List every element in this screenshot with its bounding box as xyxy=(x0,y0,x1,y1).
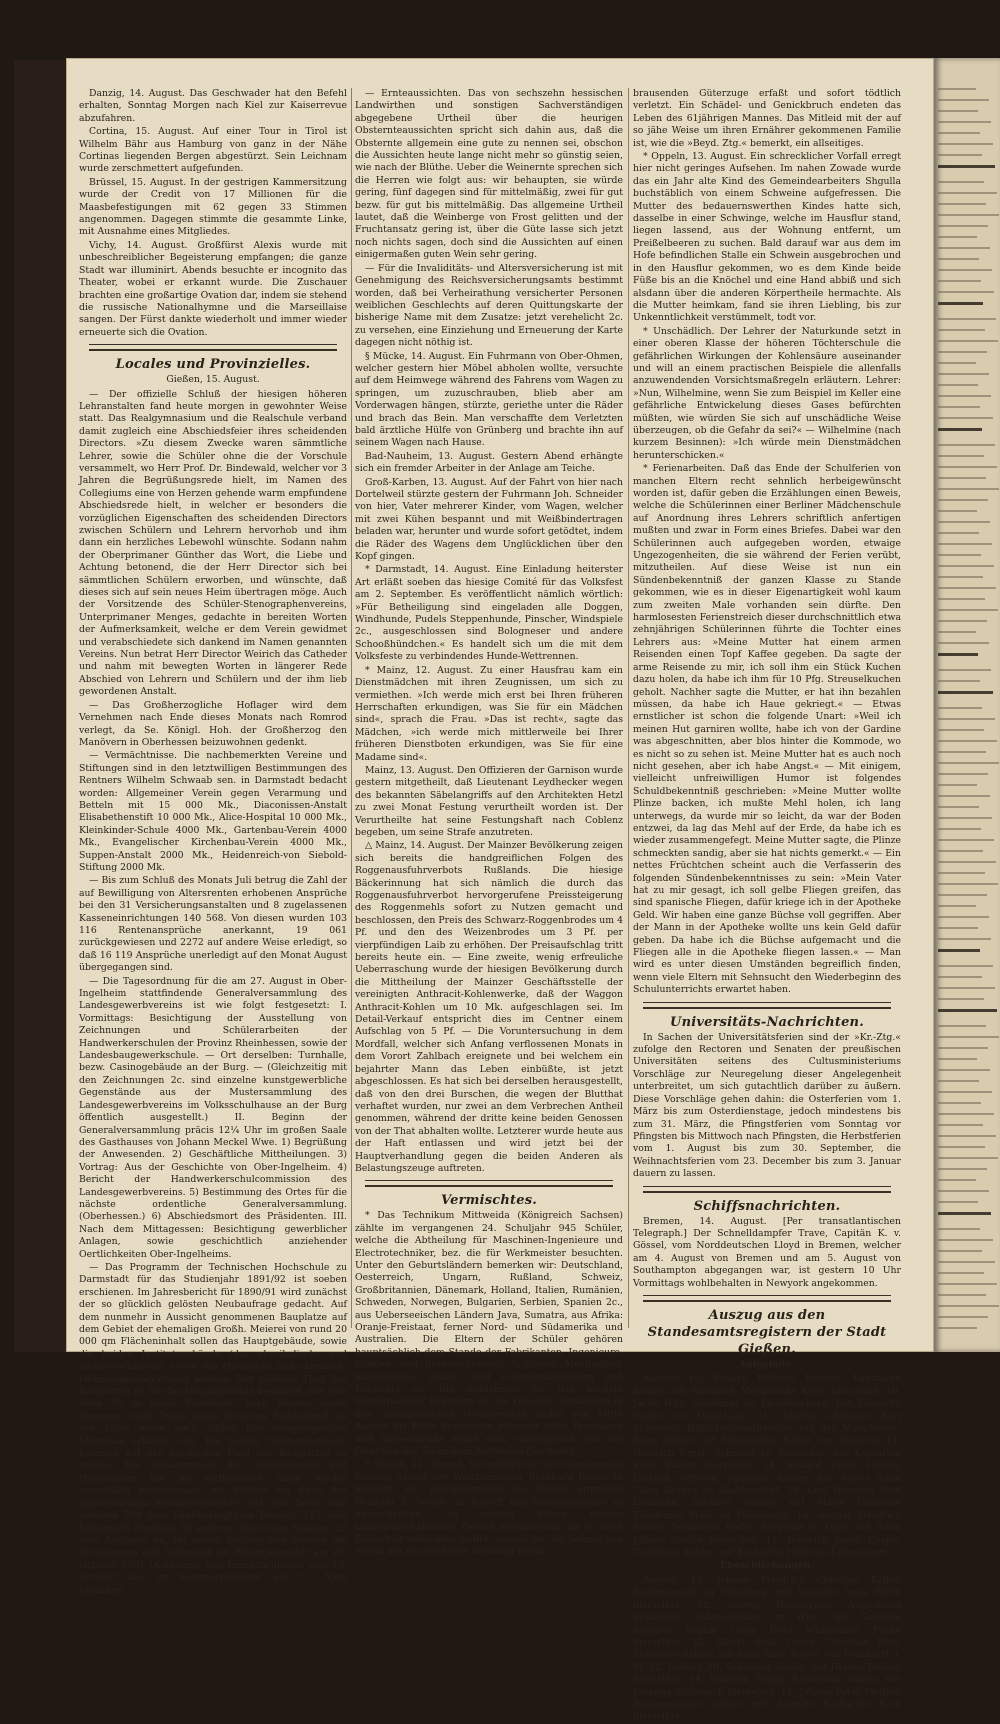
section-heading-schiffsnachrichten: Schiffsnachrichten. xyxy=(693,1198,841,1214)
section-rule xyxy=(643,1002,891,1009)
adjacent-page-text-line xyxy=(938,740,997,742)
adjacent-page-text-line xyxy=(938,247,990,249)
adjacent-page-text-line xyxy=(938,554,981,556)
adjacent-page-text-line xyxy=(938,181,984,183)
adjacent-page-text-line xyxy=(938,203,986,205)
adjacent-page-text-line xyxy=(938,976,982,978)
adjacent-page-text-line xyxy=(938,916,989,918)
adjacent-page-text-line xyxy=(938,609,998,611)
adjacent-page-text-line xyxy=(938,729,984,731)
adjacent-page-text-line xyxy=(938,883,998,885)
adjacent-page-text-line xyxy=(938,1058,977,1060)
adjacent-page-text-line xyxy=(938,1327,977,1329)
adjacent-page-text-line xyxy=(938,1283,997,1285)
adjacent-page-text-line xyxy=(938,510,977,512)
adjacent-page-text-line xyxy=(938,806,979,808)
adjacent-page-text-line xyxy=(938,143,993,145)
adjacent-page-text-line xyxy=(938,362,976,364)
adjacent-page-text-line xyxy=(938,417,993,419)
adjacent-page-text-line xyxy=(938,1091,992,1093)
adjacent-page-text-line xyxy=(938,121,991,123)
adjacent-page-text-line xyxy=(938,521,990,523)
adjacent-page-text-line xyxy=(938,620,987,622)
adjacent-page-text-line xyxy=(938,532,979,534)
adjacent-page-text-line xyxy=(938,1135,996,1137)
adjacent-page-text-line xyxy=(938,905,976,907)
adjacent-page-text-line xyxy=(938,340,998,342)
adjacent-page-text-line xyxy=(938,236,977,238)
adjacent-page-text-line xyxy=(938,444,995,446)
adjacent-page-text-line xyxy=(938,132,980,134)
news-item-muecke: § Mücke, 14. August. Ein Fuhrmann von Ober-Ohmen, welcher gestern hier Möbel abholen wollte, versuchte auf dem Heimwege während des Fahrens vom Wagen zu springen, um zuzuschrauben, blieb aber am Vorderwagen hängen, stürzte, geriethe unter die Räder und brach das Bein. Man verschaffte dem Verletzten bald ärztliche Hülfe von Grünberg und brachte ihn auf seinem Wagen nach Hause. xyxy=(355,350,623,449)
section-dateline: Gießen, 15. August. xyxy=(166,374,260,386)
adjacent-page-text-line xyxy=(938,817,992,819)
article-unschaedlich: * Unschädlich. Der Lehrer der Naturkunde setzt in einer oberen Klasse der höheren Töchterschule die gefährlichen Wirkungen der Kohlensäure auseinander und will an einem practischen Beispiele die allenfalls anzuwendenden Vorsichtsmaßregeln erläutern. Lehrer: »Nun, Wilhelmine, wenn Sie zum Beispiel im Keller eine gefährliche Entwickelung dieses Gases befürchten müßten, wie würden Sie sich auf unschädliche Weise überzeugen, ob die Gefahr da sei?« — Wilhelmine (nach kurzem Besinnen): »Ich würde mein Dienstmädchen herunterschicken.« xyxy=(633,325,901,461)
adjacent-page-text-line xyxy=(938,927,978,929)
adjacent-page-text-line xyxy=(938,110,978,112)
adjacent-page-text-line xyxy=(938,565,994,567)
adjacent-page-text-line xyxy=(938,872,985,874)
adjacent-page-text-line xyxy=(938,384,978,386)
adjacent-page-text-line xyxy=(938,861,996,863)
column-right xyxy=(633,88,901,1723)
adjacent-page-text-line xyxy=(938,1272,984,1274)
adjacent-page-text-line xyxy=(938,642,989,644)
adjacent-page-text-line xyxy=(938,718,995,720)
adjacent-page-text-line xyxy=(938,784,977,786)
adjacent-page-text-line xyxy=(938,576,983,578)
adjacent-page-text-line xyxy=(938,258,979,260)
adjacent-page-text-line xyxy=(938,691,993,694)
adjacent-page-text-line xyxy=(938,280,981,282)
adjacent-page-text-line xyxy=(938,828,981,830)
adjacent-page-text-line xyxy=(938,949,980,952)
adjacent-page-text-line xyxy=(938,1069,990,1071)
section-heading-vermischtes: Vermischtes. xyxy=(441,1193,537,1209)
adjacent-page-text-line xyxy=(938,1228,980,1230)
adjacent-page-text-line xyxy=(938,998,984,1000)
adjacent-page-text-line xyxy=(938,839,994,841)
adjacent-page-text-line xyxy=(938,1009,997,1012)
adjacent-page-strip xyxy=(934,58,1000,1352)
article-ernteaussichten: — Ernteaussichten. Das von sechszehn hessischen Landwirthen und sonstigen Sachverständigen abgegebene Urtheil über die heurigen Obsternteaussichten spricht sich dahin aus, daß die Obsternte allgemein eine gute zu nennen sei, obschon die Aussichten heute lange nicht mehr so günstig seien, wie nach der Blüthe. Ueber die Weinernte sprechen sich die Herren wie folgt aus: wir behaupten, sie würde gering, fünf dagegen sind für mittelmäßig, zwei für gut bezw. für gut bis mittelmäßig. Das allgemeine Urtheil lautet, daß die Weinberge von Frost gelitten und der Fruchtansatz gering ist, über die Güte lasse sich jetzt noch nichts sagen, doch sind die Aussichten auf einen einigermaßen guten Wein sehr gering. xyxy=(355,88,623,261)
news-item-oppeln: * Oppeln, 13. August. Ein schrecklicher Vorfall erregt hier nicht geringes Aufsehen. Im nahen Zowade wurde das ein Jahr alte Kind des Gemeindearbeiters Shgulla buchstäblich von einem Schweine aufgefressen. Die Mutter des bedauernswerthen Kindes hatte sich, dasselbe in einer Schwinge, welche im Hausflur stand, liegen lassend, aus der Wohnung entfernt, um Preißelbeeren zu suchen. Bald darauf war aus dem im Hofe befindlichen Stalle ein Schwein ausgebrochen und in den Hausflur gekommen, wo es dem Kinde beide Füße bis an die Knöchel und eine Hand abbiß und sich alsdann über die anderen Körpertheile hermachte. Als die Mutter heimkam, fand sie ihren Liebling, bis zur Unkenntlichkeit verstümmelt, todt vor. xyxy=(633,151,901,324)
adjacent-page-text-line xyxy=(938,938,991,940)
news-item-mainz-14: △ Mainz, 14. August. Der Mainzer Bevölkerung zeigen sich bereits die handgreiflichen Folgen des Roggenausfuhrverbots Rußlands. Die hiesige Bäckerinnung hat sich nämlich die durch das Roggenausfuhrverbot hervorgerufene Preissteigerung des Roggenmehls sofort zu Nutzen gemacht und beschlossen, den Preis des Schwarz-Roggenbrodes um 4 Pf. und den des Weizenbrodes um 3 Pf. per vierpfündigen Laib zu erhöhen. Der Preisaufschlag tritt bereits heute ein. — Eine zweite, wenig erfreuliche Ueberraschung wurde der hiesigen Bevölkerung durch die Mittheilung der Mainzer Geschäftsstelle der vereinigten Anthracit-Kohlenwerke, daß der Waggon Anthracit-Kohlen um 10 Mk. aufgeschlagen sei. Im Detail-Verkauf entspricht dies im Centner einem Aufschlag von 5 Pf. — Die Voruntersuchung in dem Mordfall, welcher sich Anfang verflossenen Monats in dem Vorort Zahlbach ereignete und bei welchem ein bejahrter Mann das Leben einbüßte, ist jetzt abgeschlossen. Es hat sich bei derselben herausgestellt, daß von den drei Burschen, die wegen der Blutthat verhaftet wurden, nur zwei an dem Verbrechen Antheil genommen, während der dritte keine beiden Genossen von der That abhalten wollte. Letzterer wurde heute aus der Haft entlassen und wird jetzt bei der Hauptverhandlung gegen die beiden Anderen als Belastungszeuge auftreten. xyxy=(355,840,623,1174)
registry-subheading-eheschliessungen: Eheschließungen. xyxy=(720,1560,814,1572)
adjacent-page-text-line xyxy=(938,598,985,600)
adjacent-page-text-line xyxy=(938,1294,986,1296)
adjacent-page-text-line xyxy=(938,680,980,682)
section-heading-standesamt: Auszug aus den Standesamtsregistern der Stadt Gießen. xyxy=(647,1307,887,1357)
adjacent-page-text-line xyxy=(938,351,987,353)
adjacent-page-text-line xyxy=(938,1102,981,1104)
adjacent-page-text-line xyxy=(938,669,991,671)
adjacent-page-text-line xyxy=(938,1305,999,1307)
article-siegen: * Siegen, 12. August. Verunglückt ist am vergangenen Montag Abend der Weichensteller Bernhard Bläser in Beydorf, ein pflichtgetreuer, im Dienst ergrauter Beamter. Er wurde, im Begriff, das Schienengeleise zu überschreiten, im seinem Sohne einiges landwirthschaftliches Geräth abzunehmen, da er noch Feldarbeit verrichten wollte, angesichts des Sohnes von einem aus der Gießener Richtung heran- xyxy=(355,1459,623,1558)
adjacent-page-text-line xyxy=(938,291,994,293)
section-heading-locales: Locales und Provinzielles. xyxy=(115,357,311,373)
section-rule xyxy=(643,1295,891,1302)
adjacent-page-text-line xyxy=(938,1157,998,1159)
news-item-bruessel: Brüssel, 15. August. In der gestrigen Kammersitzung wurde der Credit von 17 Millionen für die Maasbefestigungen mit 62 gegen 33 Stimmen angenommen. Dagegen stimmte die gesammte Linke, mit Ausnahme eines Mitgliedes. xyxy=(79,176,347,238)
registry-subheading-aufgebote: Aufgebote. xyxy=(738,1358,796,1370)
adjacent-page-text-line xyxy=(938,707,982,709)
adjacent-page-text-line xyxy=(938,1179,976,1181)
adjacent-page-text-line xyxy=(938,165,995,168)
adjacent-page-text-line xyxy=(938,1316,988,1318)
adjacent-page-text-line xyxy=(938,488,999,490)
adjacent-page-text-line xyxy=(938,499,988,501)
adjacent-page-text-line xyxy=(938,587,996,589)
registry-eheschliessungen: August: 12. Johann Friedrich Christian Keller, Rechtsanwalt zu Friedberg, mit Karoline Anna Wirth hierselbst. 12. George Hieronymus Augustinus Schneider, Zahntechniker zu Wien, mit Caroline Auguste Sophie Luise Dora Wilhelmine Fruhe hierselbst. 12. Albert Emil Georg Christian Eise, Schreiner dahier, mit Anna Elise Reiser von Frankfurt a. M. 12. Ludwig Aff, Schlosser dahier, mit Helene Becker hierselbst. 14. Wilhelm Trapp, Kaufmann dahier, mit Johanna Schlabach hierselbst. 14. Johann Peter Pfeiffer, Bäckermeister dahier, mit Auguste Katharine Roth hierselbst. xyxy=(633,1574,901,1723)
adjacent-page-text-line xyxy=(938,894,987,896)
column-left xyxy=(79,88,347,1596)
adjacent-page-text-line xyxy=(938,751,986,753)
article-universitaetsferien: In Sachen der Universitätsferien sind der »Kr.-Ztg.« zufolge den Rectoren und Senaten der preußischen Universitäten seitens des Cultusministeriums Vorschläge zur Neuregelung dieser Angelegenheit unterbreitet, um sich gutachtlich darüber zu äußern. Diese Vorschläge gehen dahin: die Osterferien vom 1. März bis zum Osterdienstage, jedoch mindestens bis zum 31. März, die Pfingstferien vom Sonntag vor Pfingsten bis Mittwoch nach Pfingsten, die Herbstferien vom 1. August bis zum 30. September, die Weihnachtsferien vom 23. December bis zum 3. Januar dauern zu lassen. xyxy=(633,1031,901,1180)
adjacent-page-text-line xyxy=(938,154,982,156)
adjacent-page-text-line xyxy=(938,302,983,305)
news-item-mainz-13: Mainz, 13. August. Den Offizieren der Garnison wurde gestern mitgetheilt, daß Lieutenant Leydhecker wegen des bekannten Säbelangriffs auf den Architekten Hetzl zu zwei Monat Festung verurtheilt worden ist. Der Verurtheilte hat seine Festungshaft nach Coblenz begeben, um seine Strafe anzutreten. xyxy=(355,764,623,838)
adjacent-page-text-line xyxy=(938,1239,993,1241)
column-divider xyxy=(628,88,629,1328)
adjacent-page-text-line xyxy=(938,192,997,194)
adjacent-page-text-line xyxy=(938,1261,995,1263)
news-item-bad-nauheim: Bad-Nauheim, 13. August. Gestern Abend erhängte sich ein fremder Arbeiter in der Anlage am Teiche. xyxy=(355,450,623,475)
adjacent-page-text-line xyxy=(938,466,997,468)
article-hoflager: — Das Großherzogliche Hoflager wird dem Vernehmen nach Ende dieses Monats nach Romrod verlegt, da Se. Königl. Hoh. der Großherzog den Manövern in Oberhessen beizuwohnen gedenkt. xyxy=(79,699,347,748)
adjacent-page-text-line xyxy=(938,1212,991,1215)
adjacent-page-text-line xyxy=(938,1168,987,1170)
article-siegen-continued: brausenden Güterzuge erfaßt und sofort tödtlich verletzt. Ein Schädel- und Genickbruch endeten das Leben des 61jährigen Mannes. Das Mitleid mit der auf so jähe Weise um ihren Ernährer gekommenen Familie ist, wie die »Beyd. Ztg.« bemerkt, ein allseitiges. xyxy=(633,88,901,149)
page-edge-shadow xyxy=(14,60,66,1352)
adjacent-page-text-line xyxy=(938,373,989,375)
adjacent-page-text-line xyxy=(938,1201,978,1203)
news-item-mainz-12: * Mainz, 12. August. Zu einer Hausfrau kam ein Dienstmädchen mit ihren Zeugnissen, um sich zu vermiethen. »Ich werde mich erst bei Ihren früheren Herrschaften erkundigen, was Sie für ein Mädchen sind«, sprach die Frau. »Das ist recht«, sagte das Mädchen, »ich werde mich mittlerweile bei Ihrer früheren Dienstboten erkundigen, was Sie für eine Madame sind«. xyxy=(355,664,623,763)
adjacent-page-text-line xyxy=(938,406,980,408)
adjacent-page-text-line xyxy=(938,795,990,797)
article-ferienarbeiten: * Ferienarbeiten. Daß das Ende der Schulferien von manchen Eltern recht sehnlich herbeigewünscht worden ist, dafür geben die Erzählungen einen Beweis, welche die Schülerinnen einer Berliner Mädchenschule auf Anordnung ihres Lehrers schriftlich anfertigen mußten und zwar in Form eines Briefes. Dabei war den Schülerinnen auch aufgegeben worden, etwaige Ungezogenheiten, die sie während der Ferien verübt, mitzutheilen. Auf diese Weise ist nun ein Sündenbekenntniß der ganzen Klasse zu Stande gekommen, wie es in dieser Eigenartigkeit wohl kaum zum zweiten Male vorhanden sein dürfte. Den harmlosesten Ferienstreich dieser durchschnittlich etwa zehnjährigen Schülerinnen führte die Tochter eines Lehrers aus: »Meine Mutter hat einem armen Reisenden einen Topf Kaffee gegeben. Da sagte der arme Reisende zu mir, ich soll ihm ein Stück Kuchen dazu holen, da habe ich ihm für 10 Pfg. Streuselkuchen geholt. Nachher sagte die Mutter, er hat ihn bezahlen müssen, da habe ich Haue gekriegt.« — Etwas ernstlicher ist schon die folgende Unart: »Weil ich meinen Hut garniren wollte, habe ich von der Gardine was abgeschnitten, aber blos hinter die Kommode, wo es nicht so zu sehen ist. Meine Mutter hat es auch noch nicht gesehen, aber ich habe Angst.« — Mit einigem, vielleicht unfreiwilligen Humor ist folgendes Schuldbekenntniß geschrieben: »Meine Mutter wollte Plinze backen, ich mußte Mehl holen, ich lang unterwegs, da wurde mir so leicht, da war der Boden entzwei, da lag das Mehl auf der Erde, da habe ich es wieder zusammengefegt. Meine Mutter sagte, die Plinze schmeckten sandig, aber sie hat nichts gemerkt.« — Ein nettes Früchtchen scheint auch die Verfasserin des folgenden Sündenbekenntnisses zu sein: »Mein Vater hat zu mir gesagt, ich soll gelbe Fliegen greifen, das sind spanische Fliegen, dafür kriege ich in der Apotheke Geld. Wir haben eine ganze Büchse voll gegriffen. Aber der Mann in der Apotheke wollte uns kein Geld dafür geben. Da habe ich die Büchse aufgemacht und die Fliegen alle in die Apotheke fliegen lassen.« — Man wird es unter diesen Umständen begreiflich finden, wenn viele Eltern mit Sehnsucht den Wiederbeginn des Schulunterrichts erwartet haben. xyxy=(633,463,901,996)
adjacent-page-text-line xyxy=(938,631,976,633)
adjacent-page-text-line xyxy=(938,1113,994,1115)
adjacent-page-text-line xyxy=(938,395,991,397)
adjacent-page-text-line xyxy=(938,987,995,989)
adjacent-page-text-line xyxy=(938,1047,988,1049)
article-schulschluss: — Der offizielle Schluß der hiesigen höheren Lehranstalten fand heute morgen in gewohnter Weise statt. Das Realgymnasium und die Realschule verband damit zugleich eine Abschiedsfeier ihres scheidenden Directors. »Zu diesem Zwecke waren sämmtliche Lehrer, sowie die Schüler ohne die der Vorschule versammelt, wo Herr Prof. Dr. Bindewald, welcher vor 3 Jahren die Begrüßungsrede hielt, im Namen des Collegiums eine von Herzen gehende warm empfundene Abschiedsrede hielt, in welcher er besonders die vorzüglichen Eigenschaften des scheidenden Directors zwischen Schülern und Lehrern hervorhob und ihm dann ein herzliches Lebewohl wünschte. Sodann nahm der Oberprimaner Günther das Wort, die Liebe und Achtung betonend, die der Herr Director sich bei sämmtlichen Schülern erworben, und wünschte, daß dieses sich auf sein neues Heim übertragen möge. Auch der Vorsitzende des Schüler-Stenographenvereins, Unterprimaner Menges, gedachte in bereiten Worten der Aufmerksamkeit, welche er dem Verein gewidmet und verabschiedete sich dankend im Namen genannten Vereins. Nun betrat Herr Director Weirich das Catheder und nahm mit bewegten Worten in längerer Rede Abschied von Lehrern und Schülern und der ihm lieb gewordenen Anstalt. xyxy=(79,388,347,698)
adjacent-page-text-line xyxy=(938,965,993,967)
article-generalversammlung: — Die Tagesordnung für die am 27. August in Ober-Ingelheim stattfindende Generalversammlung des Landesgewerbvereins ist wie folgt festgesetzt: I. Vormittags: Besichtigung der Ausstellung von Zeichnungen und Schülerarbeiten der Handwerkerschulen der Provinz Rheinhessen, sowie der Landesbaugewerkschule. — Ort derselben: Turnhalle, bezw. Casinogebäude an der Burg. — (Gleichzeitig mit den Zeichnungen 2c. sind einzelne kunstgewerbliche Gegenstände aus der Mustersammlung des Landesgewerbvereins im Volksschulhause an der Burg öffentlich ausgestellt.) II. Beginn der Generalversammlung präcis 12¼ Uhr im großen Saale des Gasthauses von Johann Meckel Wwe. 1) Begrüßung der Anwesenden. 2) Geschäftliche Mittheilungen. 3) Vortrag: Aus der Geschichte von Ober-Ingelheim. 4) Bericht der Handwerkerschulcommission des Landesgewerbvereins. 5) Bestimmung des Ortes für die nächste ordentliche Generalversammlung. (Oberhessen.) 6) Abschiedsmort des Präsidenten. III. Nach dem Mittagessen: Besichtigung gewerblicher Anlagen, sowie geschichtlich anziehender Oertlichkeiten Ober-Ingelheims. xyxy=(79,975,347,1260)
adjacent-page-text-line xyxy=(938,225,988,227)
adjacent-page-text-line xyxy=(938,762,999,764)
news-item-vichy: Vichy, 14. August. Großfürst Alexis wurde mit unbeschreiblicher Begeisterung empfangen; die ganze Stadt war illuminirt. Abends besuchte er incognito das Theater, wobei er erkannt wurde. Die Zuschauer brachten eine großartige Ovation dar, indem sie stehend die russische Nationalhymne und die Marseillaise sangen. Der Fürst dankte wiederholt und immer wieder erneuerte sich die Ovation. xyxy=(79,239,347,338)
section-heading-universitaet: Universitäts-Nachrichten. xyxy=(670,1014,864,1030)
adjacent-page-text-line xyxy=(938,1025,986,1027)
article-technikum-mittweida: * Das Technikum Mittweida (Königreich Sachsen) zählte im vergangenen 24. Schuljahr 945 Schüler, welche die Abtheilung für Maschinen-Ingenieure und Electrotechniker, bez. die für Werkmeister besuchten. Unter den Geburtsländern bemerken wir: Deutschland, Oesterreich, Ungarn, Rußland, Schweiz, Großbritannien, Dänemark, Holland, Italien, Rumänien, Schweden, Norwegen, Bulgarien, Serbien, Spanien 2c., aus Ueberseeischen Ländern Java, Sumatra, aus Afrika: Oranje-Freistaat, ferner Nord- und Südamerika und Australien. Die Eltern der Schüler gehören hauptsächlich dem Stande der Fabrikanten, Ingenieure, Mühlen- und Brauereibesitzer, Schlosser, Mechaniker, Baugewerke, Staats- und Communalbeamten und Kaufleute an. Die Aufnahmen für das nächste Winterhalbjahr beginnen am 19. October. Aufnahmen in den unentgeltlichen Vorunterricht finden von Mitte August bis Ende September jederzeit statt. Programm und Jahresbericht erhält man unentgeltlich von der Direction des Technikum Mittweida (Sachsen). xyxy=(355,1210,623,1458)
adjacent-page-text-line xyxy=(938,653,978,656)
adjacent-page-text-line xyxy=(938,1036,999,1038)
section-rule xyxy=(89,344,337,351)
article-hochschule-darmstadt: — Das Programm der Technischen Hochschule zu Darmstadt für das Studienjahr 1891/92 ist soeben erschienen. Im Jahresbericht für 1890/91 wird zunächst der so glücklich gelösten Neubaufrage gedacht. Auf dem nunmehr in Aussicht genommenen Bauplatze auf dem Gebiet der ehemaligen Großh. Meierei von rund 20 000 qm Flächeninhalt sollen das Hauptgebäude, sowie die beiden Institutsgebäude (das physikalische und elektrotechnische, sowie das chemische und chemisch-technologische) erbaut werden. Der südliche Theil des Bauplatzes ist für das Hauptgebäude bestimmt, das eine etwa 90 m lange Nordfront, nach Westen einen längeren, nach Osten einen kürzeren Seitenflügel, in der Mitte einen nach Süden fast vorspringenden Mittelbau erhalten soll. Die beiden Institutsgebäude kommen auf den nördlichen Theil des Bauplatzes zu stehen. Die Gesammtzahl der Studierenden und Hospitanten hat im verflossenen Jahre wieder wesentlich zugenommen; sie beträgt am Ende des gegenwärtigen Sommersemesters 392. Von dieser Zahl gehören 204 dem Großherzogthum Hessen, 115 dem Königreich Preußen, 50 anderen deutschen Staaten, 23 dem Auslande an. Im neuen Studienjahre werden die Vorlesungen und Uebungen im Wintersemester am 20. October 1891 (Aufnahme und Immatriculation vom 19. October ab), im Sommersemester am 21. April beginnen. xyxy=(79,1261,347,1596)
adjacent-page-text-line xyxy=(938,269,992,271)
adjacent-page-text-line xyxy=(938,88,976,90)
adjacent-page-text-line xyxy=(938,428,982,431)
registry-aufgebote: August: 10. Eduard Wilhelm Krumm, Kaufmann dahier, mit Elisabeth Margarethe Klein hierselbst. 10. Jacob Hirz, Schreiner zu Eichelsachsen, mit Elisabeth Walter zu Ober-Lais. 11. Martin Christian Karl Schlosser, Hülfs-Locomotivheizer bei der Main-Weser-Bahn dahier, mit Margarethe Keller von Wieseck. 14. Heinrich Ernst, Schmied zu Rosenthal, mit Katharine Elise Balzer hierselbst. 14. Eduard Julius Ludwig Dickoré, Wittwer, Spengler dahier, mit Agnes Anna Clara Krüger zu Gaddenstedt. 14. Carl Heinrich Emil Lehmann, Lackirer dahier, mit Marie Christine Friederike Stahl zu Dillenburg. 14. August Friedrich Johann Ferdinand Röder, Sergeant zu Olpe, mit Anna Juliane Weller hierselbst. 14. Heinrich Jacob Knapp, Taglöhner dahier, mit Katharine Häfer zu Leihgestern. xyxy=(633,1373,901,1559)
adjacent-page-text-line xyxy=(938,477,986,479)
adjacent-page-text-line xyxy=(938,850,983,852)
section-rule xyxy=(643,1186,891,1193)
section-rule xyxy=(365,1180,613,1187)
adjacent-page-text-line xyxy=(938,1124,983,1126)
news-item-darmstadt: * Darmstadt, 14. August. Eine Einladung heiterster Art erläßt soeben das hiesige Comité für das Volksfest am 2. September. Es veröffentlicht nämlich wörtlich: »Für Betheiligung sind eingeladen alle Doggen, Windhunde, Pudels Steppenhunde, Pinscher, Windspiele 2c., ausgeschlossen sind Bologneser und andere Schooßhündchen.« Es handelt sich um die mit dem Volksfeste zu verbindendes Hunde-Wettrennen. xyxy=(355,564,623,663)
adjacent-page-text-line xyxy=(938,329,985,331)
adjacent-page-text-line xyxy=(938,214,999,216)
adjacent-page-text-line xyxy=(938,543,992,545)
adjacent-page-text-line xyxy=(938,1080,979,1082)
news-item-danzig: Danzig, 14. August. Das Geschwader hat den Befehl erhalten, Sonntag Morgen nach Kiel zur Kaiserrevue abzufahren. xyxy=(79,88,347,124)
column-divider xyxy=(351,88,352,1328)
column-middle xyxy=(355,88,623,1558)
adjacent-page-text-line xyxy=(938,318,996,320)
adjacent-page-text-line xyxy=(938,773,988,775)
article-altersrenten: — Bis zum Schluß des Monats Juli betrug die Zahl der auf Bewilligung von Altersrenten erhobenen Ansprüche bei den 31 Versicherungsanstalten und 8 zugelassenen Kasseneinrichtungen 140 568. Von diesen wurden 103 116 Rentenansprüche anerkannt, 19 061 zurückgewiesen und 2272 auf andere Weise erledigt, so daß 16 119 Ansprüche unerledigt auf den Monat August übergegangen sind. xyxy=(79,875,347,974)
article-vermaechtnisse: — Vermächtnisse. Die nachbemerkten Vereine und Stiftungen sind in den letztwilligen Bestimmungen des Rentners Wilhelm Schwaab sen. in Darmstadt bedacht worden: Allgemeiner Verein gegen Verarmung und Betteln mit 15 000 Mk., Diaconissen-Anstalt Elisabethenstift 10 000 Mk., Alice-Hospital 10 000 Mk., Kleinkinder-Schule 4000 Mk., Gartenbau-Verein 4000 Mk., Evangelischer Kirchenbau-Verein 4000 Mk., Suppen-Anstalt 2000 Mk., Heidenreich-von Siebold-Stiftung 2000 Mk. xyxy=(79,750,347,873)
adjacent-page-text-line xyxy=(938,1190,989,1192)
article-schiff-trave: Bremen, 14. August. [Per transatlantischen Telegraph.] Der Schnelldampfer Trave, Capitän K. v. Gössel, vom Norddeutschen Lloyd in Bremen, welcher am 4. August von Bremen und am 5. August von Southampton abgegangen war, ist gestern 10 Uhr Vormittags wohlbehalten in Newyork angekommen. xyxy=(633,1215,901,1289)
news-item-cortina: Cortina, 15. August. Auf einer Tour in Tirol ist Wilhelm Bähr aus Hamburg von ganz in der Nähe Cortinas liegenden Bergen abgestürzt. Sein Leichnam wurde zerschmettert aufgefunden. xyxy=(79,126,347,175)
news-item-gross-karben: Groß-Karben, 13. August. Auf der Fahrt von hier nach Dortelweil stürzte gestern der Fuhrmann Joh. Schneider von hier, Vater mehrerer Kinder, vom Wagen, welcher mit zwei Kühen bespannt und mit Weißbindertragen beladen war, herunter und wurde sofort getödtet, indem die Räder des Wagens dem Unglücklichen über den Kopf gingen. xyxy=(355,476,623,563)
article-altersversicherung: — Für die Invaliditäts- und Altersversicherung ist mit Genehmigung des Reichsversicherungsamts bestimmt worden, daß bei Verheirathung versicherter Personen weiblichen Geschlechts auf deren Quittungskarte der bisherige Name mit dem Zusatze: jetzt verehelicht 2c. zu versehen, eine Einziehung und Erneuerung der Karte dagegen nicht nöthig ist. xyxy=(355,262,623,349)
adjacent-page-text-line xyxy=(938,99,989,101)
adjacent-page-text-line xyxy=(938,1146,985,1148)
adjacent-page-text-line xyxy=(938,1250,982,1252)
adjacent-page-text-line xyxy=(938,455,984,457)
